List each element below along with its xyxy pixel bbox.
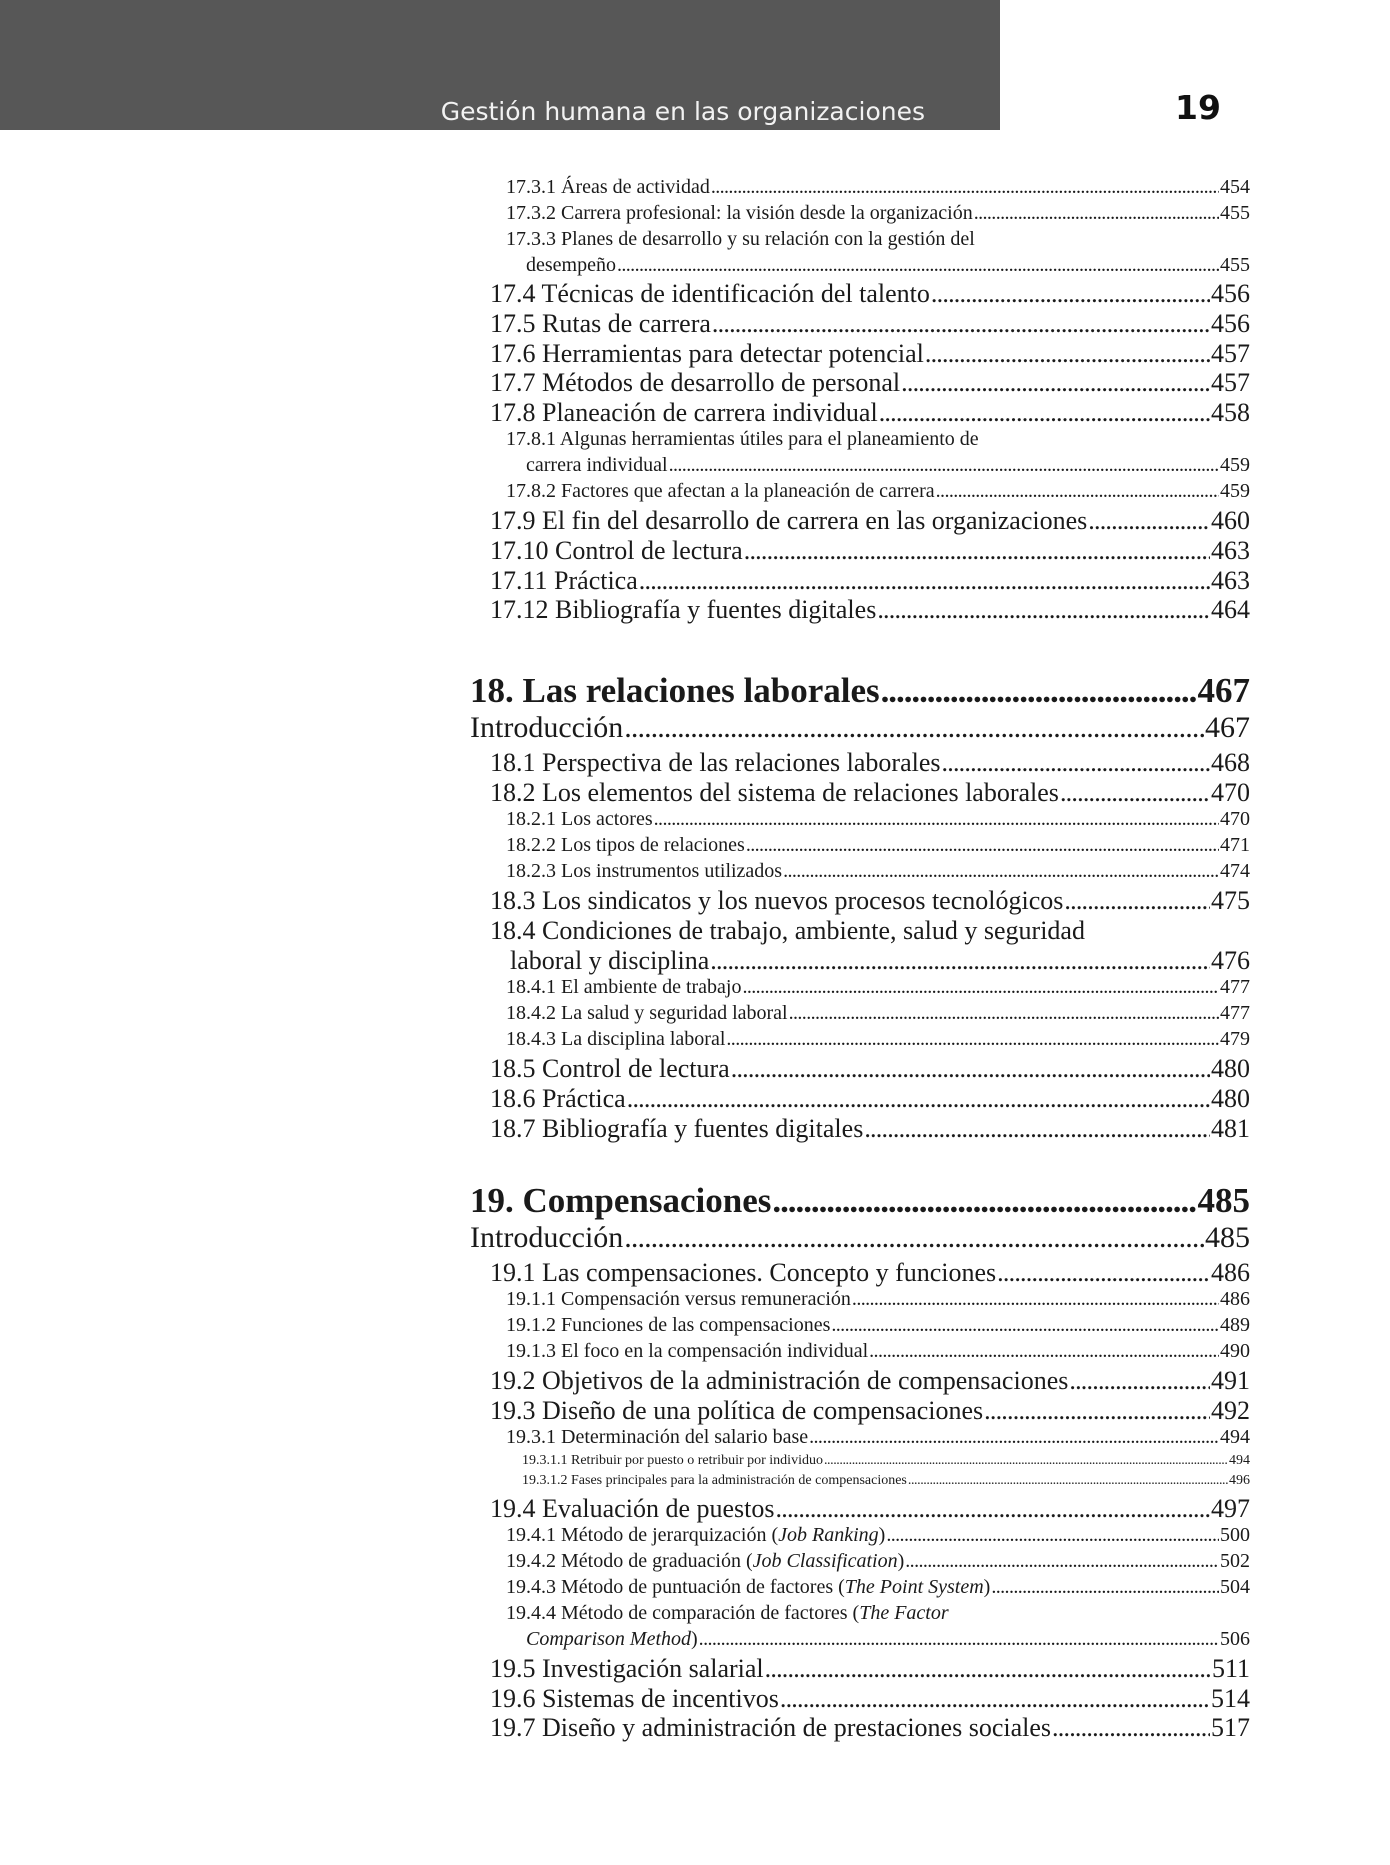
toc-entry: 17.9 El fin del desarrollo de carrera en las organizaciones . . . 460	[490, 506, 1250, 536]
page-number: 19	[1175, 88, 1221, 127]
toc-entry: 19.4.3 Método de puntuación de factores (The Point System) . . . 504	[506, 1576, 1250, 1599]
toc-entry: 18.2.1 Los actores . . . 470	[506, 808, 1250, 831]
running-header-title: Gestión humana en las organizaciones	[440, 97, 925, 126]
toc-entry: 18.1 Perspectiva de las relaciones laborales . . . 468	[490, 748, 1250, 778]
toc-introduction: Introducción . . . 467	[470, 711, 1250, 745]
toc-entry: 19.1.3 El foco en la compensación individual . . . 490	[506, 1340, 1250, 1363]
toc-entry: 19.7 Diseño y administración de prestaciones sociales . . . 517	[490, 1713, 1250, 1743]
toc-entry: 19.3 Diseño de una política de compensaciones . . . 492	[490, 1396, 1250, 1426]
toc-entry: 18.4.3 La disciplina laboral . . . 479	[506, 1028, 1250, 1051]
toc-entry: 18.7 Bibliografía y fuentes digitales . . . 481	[490, 1114, 1250, 1144]
toc-entry: 17.12 Bibliografía y fuentes digitales . . . 464	[490, 595, 1250, 625]
toc-entry: 19.4.1 Método de jerarquización (Job Ranking) . . . 500	[506, 1524, 1250, 1547]
toc-entry: 19.3.1.2 Fases principales para la administración de compensaciones . . . 496	[522, 1473, 1250, 1489]
toc-entry-line: 19.4.4 Método de comparación de factores (The Factor	[506, 1602, 949, 1624]
toc-entry: 19.2 Objetivos de la administración de compensaciones . . . 491	[490, 1366, 1250, 1396]
toc-introduction: Introducción . . . 485	[470, 1221, 1250, 1255]
toc-entry: 18.3 Los sindicatos y los nuevos procesos tecnológicos . . . 475	[490, 886, 1250, 916]
toc-entry: 18.4.2 La salud y seguridad laboral . . . 477	[506, 1002, 1250, 1025]
toc-entry: 18.6 Práctica . . . 480	[490, 1084, 1250, 1114]
toc-entry: carrera individual . . . 459	[526, 454, 1250, 477]
toc-entry: 17.3.2 Carrera profesional: la visión desde la organización . . . 455	[506, 202, 1250, 225]
toc-entry-line: 17.8.1 Algunas herramientas útiles para el planeamiento de	[506, 428, 979, 450]
toc-entry-line: 18.4 Condiciones de trabajo, ambiente, salud y seguridad	[490, 916, 1085, 945]
toc-entry: 18.4.1 El ambiente de trabajo . . . 477	[506, 976, 1250, 999]
toc-entry: 17.8.2 Factores que afectan a la planeación de carrera . . . 459	[506, 480, 1250, 503]
toc-entry: desempeño . . . 455	[526, 254, 1250, 277]
toc-entry: 19.6 Sistemas de incentivos . . . 514	[490, 1684, 1250, 1714]
toc-entry: 17.5 Rutas de carrera . . . 456	[490, 309, 1250, 339]
toc-chapter-heading: 19. Compensaciones . . . 485	[470, 1181, 1250, 1221]
toc-entry: 17.8 Planeación de carrera individual . . . 458	[490, 398, 1250, 428]
toc-entry: 17.7 Métodos de desarrollo de personal . . . 457	[490, 368, 1250, 398]
toc-entry: 17.11 Práctica . . . 463	[490, 566, 1250, 596]
toc-entry: 19.4 Evaluación de puestos . . . 497	[490, 1494, 1250, 1524]
toc-chapter-heading: 18. Las relaciones laborales . . . 467	[470, 671, 1250, 711]
toc-entry: 18.2.2 Los tipos de relaciones . . . 471	[506, 834, 1250, 857]
toc-entry-line: 17.3.3 Planes de desarrollo y su relación con la gestión del	[506, 228, 975, 250]
toc-entry: 19.1.2 Funciones de las compensaciones . . . 489	[506, 1314, 1250, 1337]
toc-entry: laboral y disciplina . . . 476	[510, 946, 1250, 976]
toc-entry: 19.3.1 Determinación del salario base . . . 494	[506, 1426, 1250, 1449]
toc-entry: 19.4.2 Método de graduación (Job Classification) . . . 502	[506, 1550, 1250, 1573]
toc-entry: 19.3.1.1 Retribuir por puesto o retribuir por individuo . . . 494	[522, 1453, 1250, 1469]
toc-entry: 17.6 Herramientas para detectar potencial . . . 457	[490, 339, 1250, 369]
toc-entry: 17.10 Control de lectura . . . 463	[490, 536, 1250, 566]
running-header-bar	[0, 0, 1000, 130]
toc-entry: 19.5 Investigación salarial . . . 511	[490, 1654, 1250, 1684]
toc-entry: Comparison Method) . . . 506	[526, 1628, 1250, 1651]
toc-entry: 19.1 Las compensaciones. Concepto y funciones . . . 486	[490, 1258, 1250, 1288]
toc-entry: 19.1.1 Compensación versus remuneración . . . 486	[506, 1288, 1250, 1311]
toc-entry: 17.4 Técnicas de identificación del talento . . . 456	[490, 279, 1250, 309]
toc-entry: 17.3.1 Áreas de actividad . . . 454	[506, 176, 1250, 199]
toc-entry: 18.5 Control de lectura . . . 480	[490, 1054, 1250, 1084]
toc-entry: 18.2 Los elementos del sistema de relaciones laborales . . . 470	[490, 778, 1250, 808]
toc-entry: 18.2.3 Los instrumentos utilizados . . . 474	[506, 860, 1250, 883]
